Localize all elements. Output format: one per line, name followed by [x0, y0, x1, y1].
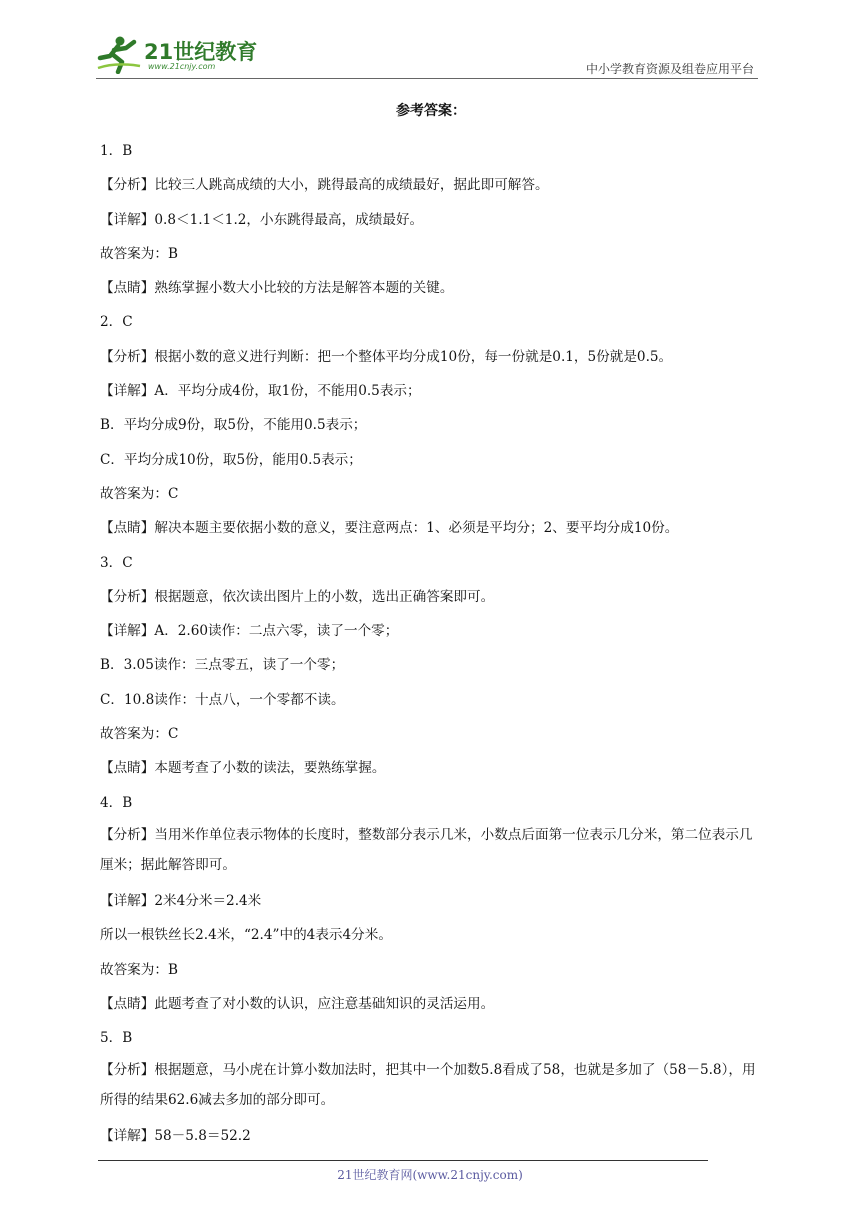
- page-header: [96, 30, 758, 78]
- text-line: 4．B: [100, 794, 133, 811]
- text-line: 【详解】2米4分米＝2.4米: [100, 892, 262, 909]
- runner-logo-icon: [96, 34, 142, 74]
- page-footer: 21世纪教育网(www.21cnjy.com): [337, 1168, 523, 1182]
- text-line: 【分析】根据题意，依次读出图片上的小数，选出正确答案即可。: [100, 588, 495, 605]
- text-line: 【详解】A．2.60读作：二点六零，读了一个零；: [100, 623, 399, 640]
- text-line: 所以一根铁丝长2.4米，“2.4”中的4表示4分米。: [100, 927, 392, 944]
- header-divider: [96, 78, 758, 79]
- text-line: B．3.05读作：三点零五，读了一个零；: [100, 657, 345, 674]
- site-logo: [96, 34, 296, 74]
- text-line: 【分析】当用米作单位表示物体的长度时，整数部分表示几米，小数点后面第一位表示几分米，第二位表示几厘米；据此解答即可。: [100, 826, 753, 873]
- logo-url: www.21cnjy.com: [148, 62, 216, 71]
- text-line: 故答案为：B: [100, 961, 178, 978]
- logo-text: 21世纪教育: [144, 40, 258, 64]
- page-title: 参考答案：: [396, 103, 466, 119]
- text-line: B．平均分成9份，取5份，不能用0.5表示；: [100, 417, 367, 434]
- text-line: 3．C: [100, 554, 133, 571]
- text-line: C．10.8读作：十点八，一个零都不读。: [100, 691, 345, 708]
- text-line: 【详解】0.8＜1.1＜1.2，小东跳得最高，成绩最好。: [100, 211, 424, 228]
- text-line: C．平均分成10份，取5份，能用0.5表示；: [100, 451, 362, 468]
- text-line: 【分析】比较三人跳高成绩的大小，跳得最高的成绩最好，据此即可解答。: [100, 177, 549, 194]
- text-line: 【分析】根据题意，马小虎在计算小数加法时，把其中一个加数5.8看成了58，也就是多加了（58－5.8），用所得的结果62.6减去多加的部分即可。: [100, 1062, 756, 1109]
- text-line: 故答案为：C: [100, 485, 179, 502]
- platform-label: 中小学教育资源及组卷应用平台: [585, 62, 754, 76]
- text-line: 故答案为：C: [100, 726, 179, 743]
- text-line: 【详解】A．平均分成4份，取1份，不能用0.5表示；: [100, 383, 421, 400]
- text-line: 【详解】58－5.8＝52.2: [100, 1128, 251, 1145]
- text-line: 【点睛】此题考查了对小数的认识，应注意基础知识的灵活运用。: [100, 995, 495, 1012]
- text-line: 1．B: [100, 143, 133, 159]
- text-line: 【点睛】熟练掌握小数大小比较的方法是解答本题的关键。: [100, 280, 454, 297]
- text-line: 【分析】根据小数的意义进行判断：把一个整体平均分成10份，每一份就是0.1，5份就是0.5。: [100, 348, 673, 365]
- text-line: 故答案为：B: [100, 245, 178, 262]
- text-line: 5．B: [100, 1030, 133, 1047]
- text-line: 2．C: [100, 314, 133, 331]
- text-line: 【点睛】本题考查了小数的读法，要熟练掌握。: [100, 760, 386, 777]
- footer-divider: [98, 1160, 708, 1161]
- text-line: 【点睛】解决本题主要依据小数的意义，要注意两点：1、必须是平均分；2、要平均分成10份。: [100, 520, 679, 537]
- answer-content: [100, 100, 762, 1154]
